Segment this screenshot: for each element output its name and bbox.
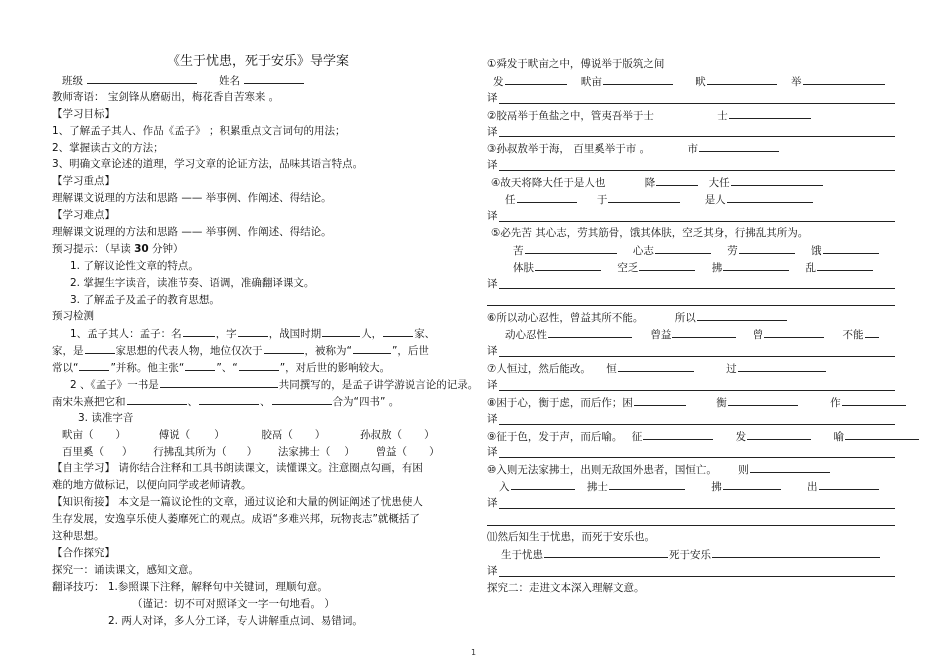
s4-text: ④故天将降大任于是人也 bbox=[491, 177, 606, 190]
word-label: 则 bbox=[738, 464, 749, 477]
word-label: 恒 bbox=[606, 363, 617, 376]
link-3: 这种思想。 bbox=[52, 530, 105, 543]
paren: ） bbox=[122, 445, 133, 458]
q1-text-e: 家、 bbox=[414, 328, 436, 341]
sentence-11: ⑾然后知生于忧患，而死于安乐也。 bbox=[487, 530, 655, 543]
word-label: 不能 bbox=[842, 329, 864, 342]
word-blank[interactable] bbox=[655, 242, 711, 254]
class-blank[interactable] bbox=[87, 72, 197, 84]
left-column bbox=[52, 52, 479, 629]
paren: ） bbox=[344, 445, 355, 458]
word-blank[interactable] bbox=[511, 478, 575, 490]
s11-translation bbox=[487, 563, 895, 580]
q1-text-g: 家思想的代表人物，地位仅次于 bbox=[115, 345, 263, 358]
skill-1: 翻译技巧： 1.参照课下注释，解释句中关键词，理顺句意。 bbox=[52, 580, 328, 593]
q1-line-3 bbox=[52, 359, 464, 376]
word-blank[interactable] bbox=[618, 360, 694, 372]
yi-label: 译 bbox=[487, 125, 498, 138]
s3-translation bbox=[487, 157, 895, 174]
sentence-5: ⑤必先苦 其心志，劳其筋骨，饿其体肤，空乏其身，行拂乱其所为。 bbox=[491, 226, 809, 239]
word-blank[interactable] bbox=[634, 394, 686, 406]
q2-text-e: 、 bbox=[260, 395, 271, 408]
q1-blank-title[interactable] bbox=[353, 342, 391, 354]
paren: ） bbox=[314, 428, 326, 441]
q1-text-j: 常以“ bbox=[52, 362, 79, 375]
q3-heading: 3. 读准字音 bbox=[78, 411, 134, 424]
s4-translation bbox=[487, 208, 895, 225]
word-label: 死于安乐 bbox=[669, 548, 711, 561]
goal-1: 1、了解孟子其人、作品《孟子》 ；积累重点文言词句的用法； bbox=[52, 124, 346, 137]
s11-words bbox=[487, 546, 895, 563]
name-blank[interactable] bbox=[244, 72, 304, 84]
read-fashi: 法家拂士（ bbox=[277, 445, 331, 458]
word-label: 大任 bbox=[708, 177, 730, 190]
word-blank[interactable] bbox=[747, 428, 811, 440]
q1-text-l: ”、“ bbox=[216, 362, 238, 375]
word-label: 衡 bbox=[716, 396, 727, 409]
word-blank[interactable] bbox=[505, 73, 567, 85]
q2-line-2 bbox=[52, 393, 464, 410]
q2-text-d: 、 bbox=[187, 395, 198, 408]
word-label: 乱 bbox=[805, 261, 817, 274]
word-label: 作 bbox=[830, 396, 841, 409]
tip-3: 3. 了解孟子及孟子的教育思想。 bbox=[70, 293, 220, 306]
word-blank[interactable] bbox=[643, 428, 713, 440]
paren: ） bbox=[115, 428, 126, 441]
q1-text-b: ，字 bbox=[215, 328, 237, 341]
word-blank[interactable] bbox=[712, 546, 880, 558]
yi-label: 译 bbox=[487, 497, 498, 510]
s5-translation bbox=[487, 276, 895, 293]
s6-text: ⑥所以动心忍性，曾益其所不能。 bbox=[487, 312, 644, 325]
word-label: 拂 bbox=[711, 261, 723, 274]
word-blank[interactable] bbox=[707, 73, 777, 85]
word-blank[interactable] bbox=[845, 428, 919, 440]
word-label: 入 bbox=[499, 481, 510, 494]
class-name-line bbox=[52, 72, 464, 89]
goal-3: 3、明确文章论述的道理，学习文章的论证方法，品味其语言特点。 bbox=[52, 158, 364, 171]
s2-translation bbox=[487, 124, 895, 141]
word-label: 劳 bbox=[727, 244, 738, 257]
word-blank[interactable] bbox=[727, 191, 813, 203]
reading-row-2 bbox=[52, 444, 464, 461]
translation-blank[interactable] bbox=[499, 356, 895, 357]
page-title: 《生于忧患，死于安乐》导学案 bbox=[166, 54, 349, 69]
q1-blank-name[interactable] bbox=[183, 325, 215, 337]
word-blank[interactable] bbox=[728, 394, 798, 406]
word-label: 于 bbox=[596, 194, 608, 207]
goal-2: 2、掌握读古文的方法； bbox=[52, 141, 164, 154]
word-label: 降 bbox=[644, 177, 656, 190]
translation-blank[interactable] bbox=[499, 424, 895, 425]
sentence-8 bbox=[487, 394, 895, 411]
yi-label: 译 bbox=[487, 91, 498, 104]
word-blank[interactable] bbox=[842, 394, 906, 406]
word-label: 生于忧患 bbox=[501, 548, 543, 561]
coop-heading: 【合作探究】 bbox=[52, 546, 115, 559]
s9-translation bbox=[487, 444, 895, 461]
q2-text-f: 合为“四书” 。 bbox=[332, 395, 400, 408]
paren: ） bbox=[214, 428, 225, 441]
word-label: 发 bbox=[493, 75, 504, 88]
translation-blank[interactable] bbox=[499, 288, 895, 289]
translation-blank[interactable] bbox=[487, 525, 895, 526]
translation-blank[interactable] bbox=[487, 305, 895, 306]
s8-translation bbox=[487, 411, 895, 428]
word-blank[interactable] bbox=[865, 326, 879, 338]
word-blank[interactable] bbox=[723, 478, 781, 490]
translation-blank[interactable] bbox=[499, 457, 895, 458]
read-fuluan: 行拂乱其所为（ bbox=[153, 445, 227, 458]
s7-translation bbox=[487, 377, 895, 394]
word-label: 动心忍性 bbox=[505, 329, 547, 342]
word-label: 曾益 bbox=[650, 329, 672, 342]
word-label: 畎 bbox=[695, 75, 706, 88]
preview-minutes: 30 bbox=[134, 242, 149, 255]
read-sunshuao: 孙叔敖（ bbox=[360, 428, 403, 441]
s10-words bbox=[487, 478, 895, 495]
q1-text-a: 1、孟子其人：孟子：名 bbox=[70, 328, 182, 341]
word-blank[interactable] bbox=[517, 191, 577, 203]
q2-blank-book3[interactable] bbox=[272, 393, 332, 405]
preview-tip bbox=[52, 241, 464, 258]
q1-blank-jia1[interactable] bbox=[383, 325, 413, 337]
word-label: 喻 bbox=[833, 430, 844, 443]
s6-translation bbox=[487, 343, 895, 360]
q1-blank-place[interactable] bbox=[322, 325, 360, 337]
s3-text: ③孙叔敖举于海， 百里奚举于市 。 bbox=[487, 143, 651, 156]
translation-blank[interactable] bbox=[499, 136, 895, 137]
self-study-1: 【自主学习】 请你结合注释和工具书朗读课文，读懂课文。注意圈点勾画，有困 bbox=[52, 462, 423, 475]
word-label: 饿 bbox=[811, 244, 822, 257]
s10-translation-2 bbox=[487, 512, 895, 529]
right-column bbox=[487, 56, 895, 597]
s10-translation bbox=[487, 495, 895, 512]
key-heading: 【学习重点】 bbox=[52, 175, 115, 188]
q1-blank-zi[interactable] bbox=[238, 325, 268, 337]
paren: ） bbox=[424, 428, 435, 441]
q2-blank-authors[interactable] bbox=[160, 376, 278, 388]
sentence-6 bbox=[487, 309, 895, 326]
tip-2: 2. 掌握生字读音，读准节奏、语调，准确翻译课文。 bbox=[70, 276, 315, 289]
q2-blank-book2[interactable] bbox=[199, 393, 259, 405]
word-blank[interactable] bbox=[739, 242, 795, 254]
sentence-7 bbox=[487, 360, 895, 377]
reading-row-1 bbox=[52, 427, 464, 444]
word-label: 拂 bbox=[711, 481, 722, 494]
read-zengyi: 曾益（ bbox=[375, 445, 408, 458]
word-label: 过 bbox=[726, 363, 737, 376]
word-label: 举 bbox=[791, 75, 802, 88]
sentence-4 bbox=[487, 174, 895, 191]
translation-blank[interactable] bbox=[499, 576, 895, 577]
q1-text-k: ”并称。他主张“ bbox=[110, 362, 185, 375]
word-label: 空乏 bbox=[617, 261, 639, 274]
word-blank[interactable] bbox=[609, 478, 685, 490]
translation-blank[interactable] bbox=[499, 390, 895, 391]
word-blank[interactable] bbox=[723, 259, 789, 271]
s8-text: ⑧困于心，衡于虑，而后作；困 bbox=[487, 396, 633, 409]
read-bailixi: 百里奚（ bbox=[62, 445, 104, 458]
sentence-3 bbox=[487, 140, 895, 157]
paren: ） bbox=[429, 445, 440, 458]
word-blank[interactable] bbox=[764, 326, 824, 338]
word-blank[interactable] bbox=[548, 326, 632, 338]
s6-words bbox=[487, 326, 895, 343]
word-blank[interactable] bbox=[731, 174, 823, 186]
yi-label: 译 bbox=[487, 378, 498, 391]
word-label: 所以 bbox=[674, 312, 696, 325]
word-blank[interactable] bbox=[819, 478, 879, 490]
sentence-9 bbox=[487, 428, 895, 445]
word-label: 出 bbox=[807, 481, 818, 494]
word-label: 畎亩 bbox=[580, 75, 602, 88]
q2-text-c: 南宋朱熹把它和 bbox=[52, 395, 126, 408]
s2-text: ②胶鬲举于鱼盐之中，管夷吾举于士 bbox=[487, 109, 654, 122]
s4-words bbox=[487, 191, 895, 208]
word-blank[interactable] bbox=[738, 360, 826, 372]
word-blank[interactable] bbox=[535, 259, 601, 271]
explore-1: 探究一：诵读课文，感知文意。 bbox=[52, 563, 199, 576]
word-blank[interactable] bbox=[608, 191, 680, 203]
q1-blank-idea2[interactable] bbox=[239, 359, 279, 371]
q1-blank-second[interactable] bbox=[264, 342, 304, 354]
difficulty-text: 理解课文说理的方法和思路 —— 举事例、作阐述、得结论。 bbox=[52, 226, 332, 239]
paren: ） bbox=[246, 445, 258, 458]
s9-text: ⑨征于色，发于声，而后喻。 bbox=[487, 430, 623, 443]
goals-heading: 【学习目标】 bbox=[52, 107, 115, 120]
q1-text-f: 家，是 bbox=[52, 345, 84, 358]
word-label: 市 bbox=[687, 143, 698, 156]
difficulty-heading: 【学习难点】 bbox=[52, 209, 115, 222]
word-label: 体肤 bbox=[513, 261, 534, 274]
s10-text: ⑩入则无法家拂士，出则无敌国外患者，国恒亡。 bbox=[487, 464, 717, 477]
skill-3: 2. 两人对译，多人分工译，专人讲解重点词、易错词。 bbox=[108, 614, 363, 627]
word-blank[interactable] bbox=[525, 242, 617, 254]
s5-words-2 bbox=[487, 259, 895, 276]
q1-blank-jia2[interactable] bbox=[85, 342, 115, 354]
word-blank[interactable] bbox=[672, 326, 736, 338]
q2-text-a: 2 、《孟子》一书是 bbox=[70, 379, 159, 392]
word-blank[interactable] bbox=[729, 107, 811, 119]
word-blank[interactable] bbox=[750, 461, 830, 473]
yi-label: 译 bbox=[487, 446, 498, 459]
class-label: 班级 bbox=[62, 75, 83, 87]
teacher-message: 教师寄语： 宝剑锋从磨砺出，梅花香自苦寒来 。 bbox=[52, 90, 280, 103]
word-blank[interactable] bbox=[603, 73, 673, 85]
translation-blank[interactable] bbox=[499, 103, 895, 104]
tip-1: 1. 了解议论性文章的特点。 bbox=[70, 259, 199, 272]
read-jiaoge: 胶鬲（ bbox=[261, 428, 293, 441]
read-fuyue: 傅说（ bbox=[158, 428, 191, 441]
q2-text-b: 共同撰写的，是孟子讲学游说言论的记录。 bbox=[278, 379, 479, 392]
name-label: 姓名 bbox=[219, 75, 241, 87]
s1-words bbox=[487, 73, 895, 90]
explore-2: 探究二：走进文本深入理解文意。 bbox=[487, 581, 645, 594]
s1-translation bbox=[487, 90, 895, 107]
yi-label: 译 bbox=[487, 412, 498, 425]
preview-tip-text: 预习提示：（早读 bbox=[52, 242, 135, 255]
word-blank[interactable] bbox=[803, 73, 885, 85]
word-label: 发 bbox=[735, 430, 747, 443]
word-label: 是人 bbox=[704, 194, 726, 207]
yi-label: 译 bbox=[487, 210, 498, 223]
q1-line-1 bbox=[52, 325, 464, 342]
word-blank[interactable] bbox=[544, 546, 668, 558]
check-heading: 预习检测 bbox=[52, 310, 94, 323]
word-blank[interactable] bbox=[656, 174, 698, 186]
s5-words-1 bbox=[487, 242, 895, 259]
key-text: 理解课文说理的方法和思路 —— 举事例、作阐述、得结论。 bbox=[52, 192, 332, 205]
yi-label: 译 bbox=[487, 277, 498, 290]
word-blank[interactable] bbox=[823, 242, 879, 254]
word-label: 拂士 bbox=[586, 481, 608, 494]
q1-text-m: ”，对后世的影响较大。 bbox=[279, 362, 391, 375]
translation-blank[interactable] bbox=[499, 221, 895, 222]
word-blank[interactable] bbox=[817, 259, 873, 271]
q2-blank-book1[interactable] bbox=[127, 393, 187, 405]
preview-tip-end: 分钟） bbox=[148, 242, 184, 255]
word-label: 曾 bbox=[752, 329, 764, 342]
page-number: 1 bbox=[471, 648, 477, 657]
word-blank[interactable] bbox=[699, 140, 779, 152]
word-label: 任 bbox=[505, 194, 516, 207]
q1-text-c: ，战国时期 bbox=[268, 328, 322, 341]
q1-text-h: ，被称为“ bbox=[304, 345, 352, 358]
sentence-10 bbox=[487, 461, 895, 478]
sentence-1: ①舜发于畎亩之中，傅说举于版筑之间 bbox=[487, 58, 665, 70]
q1-line-2 bbox=[52, 342, 464, 359]
link-1: 【知识衔接】 本文是一篇议论性的文章，通过议论和大量的例证阐述了忧患使人 bbox=[52, 496, 423, 509]
translation-blank[interactable] bbox=[499, 508, 895, 509]
word-label: 士 bbox=[717, 109, 728, 122]
q1-blank-idea1[interactable] bbox=[185, 359, 215, 371]
yi-label: 译 bbox=[487, 564, 498, 577]
link-2: 生存发展，安逸享乐使人萎靡死亡的观点。成语“多难兴邦，玩物丧志”就概括了 bbox=[52, 513, 420, 526]
translation-blank[interactable] bbox=[499, 170, 895, 171]
q1-text-i: ”，后世 bbox=[391, 345, 429, 358]
q1-blank-pair[interactable] bbox=[79, 359, 109, 371]
word-label: 心志 bbox=[632, 244, 654, 257]
q2-line-1 bbox=[52, 376, 479, 393]
s7-text: ⑦人恒过，然后能改。 bbox=[487, 363, 591, 376]
word-label: 征 bbox=[631, 430, 643, 443]
word-blank[interactable] bbox=[639, 259, 695, 271]
q1-text-d: 人， bbox=[361, 328, 383, 341]
s5-translation-2 bbox=[487, 292, 895, 309]
yi-label: 译 bbox=[487, 159, 498, 172]
self-study-2: 难的地方做标记，以便向同学或老师请教。 bbox=[52, 479, 252, 492]
skill-2: （谨记：切不可对照译文一字一句地看。 ） bbox=[132, 597, 335, 610]
read-quanmu: 畎亩（ bbox=[62, 428, 94, 441]
yi-label: 译 bbox=[487, 345, 498, 358]
sentence-2 bbox=[487, 107, 895, 124]
word-blank[interactable] bbox=[697, 309, 787, 321]
word-label: 苦 bbox=[513, 244, 524, 257]
